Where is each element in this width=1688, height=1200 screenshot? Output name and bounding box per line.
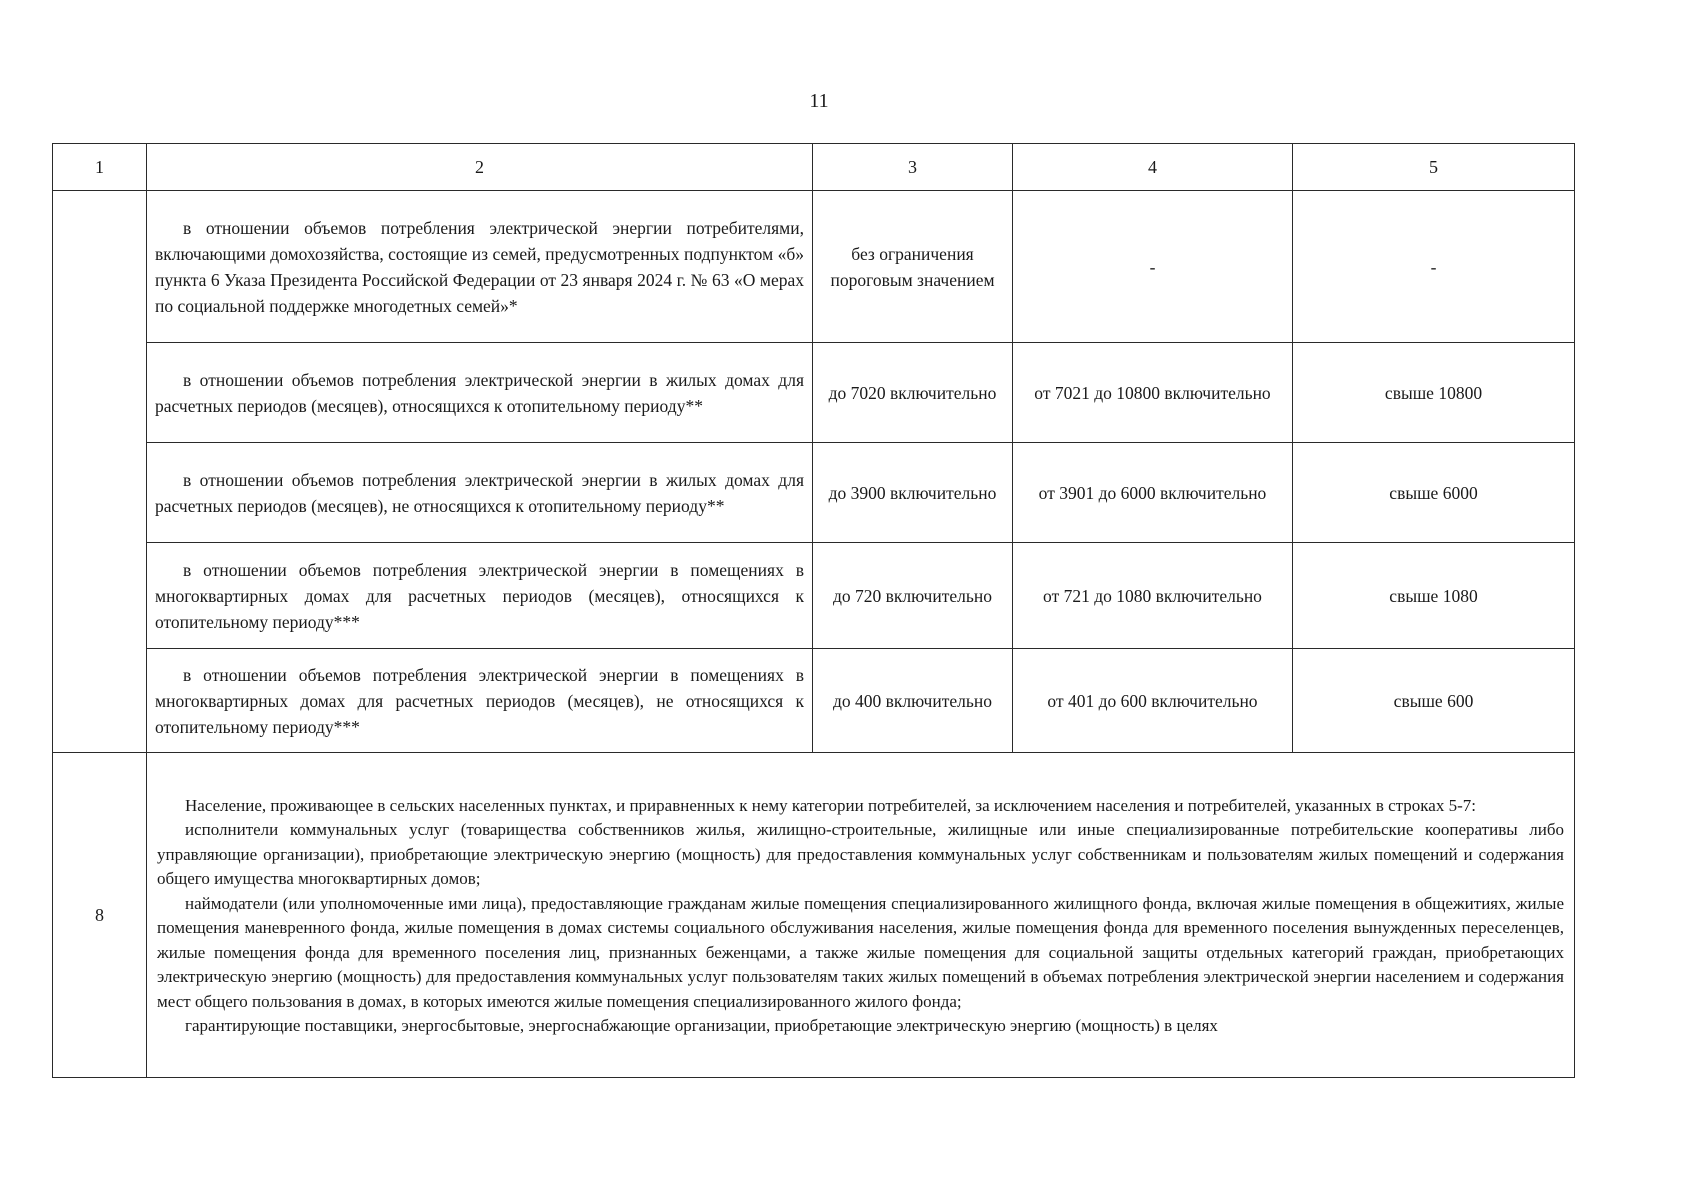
- threshold-low: без ограничения пороговым значением: [813, 191, 1013, 343]
- threshold-high: свыше 6000: [1293, 443, 1575, 543]
- row-description: [147, 649, 813, 753]
- table-row-8: [53, 753, 1575, 1078]
- threshold-low: до 7020 включительно: [813, 343, 1013, 443]
- header-col-1: 1: [53, 144, 147, 191]
- threshold-low: до 400 включительно: [813, 649, 1013, 753]
- tariff-table: [52, 143, 1575, 1078]
- row-description-text: в отношении объемов потребления электрической энергии в жилых домах для расчетных периодов (месяцев), не относящихся к отопительному периоду**: [155, 469, 804, 516]
- row-number: 8: [53, 753, 147, 1078]
- threshold-low: до 3900 включительно: [813, 443, 1013, 543]
- row-description: [147, 191, 813, 343]
- row-description: [147, 543, 813, 649]
- row-description: [147, 443, 813, 543]
- threshold-mid: от 721 до 1080 включительно: [1013, 543, 1293, 649]
- threshold-mid: -: [1013, 191, 1293, 343]
- row-description-text: в отношении объемов потребления электрической энергии в помещениях в многоквартирных домах для расчетных периодов (месяцев), относящихся к отопительному периоду***: [155, 559, 804, 632]
- row-8-paragraph: исполнители коммунальных услуг (товарищества собственников жилья, жилищно-строительные, жилищные или иные специализированные потребительские кооперативы либо управляющие организации), приобретающие электрическую энергию (мощность) для предоставления коммунальных услуг собственникам и пользователям жилых помещений и содержания общего имущества многоквартирных домов;: [157, 820, 1564, 888]
- threshold-high: -: [1293, 191, 1575, 343]
- table-row: [53, 191, 1575, 343]
- row-8-paragraph: гарантирующие поставщики, энергосбытовые, энергоснабжающие организации, приобретающие электрическую энергию (мощность) в целях: [185, 1016, 1218, 1035]
- threshold-high: свыше 600: [1293, 649, 1575, 753]
- row-description: [147, 343, 813, 443]
- row-8-description: [147, 753, 1575, 1078]
- row-description-text: в отношении объемов потребления электрической энергии в помещениях в многоквартирных домах для расчетных периодов (месяцев), не относящихся к отопительному периоду***: [155, 664, 804, 737]
- threshold-mid: от 3901 до 6000 включительно: [1013, 443, 1293, 543]
- header-col-2: 2: [147, 144, 813, 191]
- threshold-mid: от 401 до 600 включительно: [1013, 649, 1293, 753]
- threshold-high: свыше 1080: [1293, 543, 1575, 649]
- header-col-4: 4: [1013, 144, 1293, 191]
- threshold-high: свыше 10800: [1293, 343, 1575, 443]
- row-8-paragraph: Население, проживающее в сельских населенных пунктах, и приравненных к нему категории потребителей, за исключением населения и потребителей, указанных в строках 5-7:: [185, 795, 1476, 815]
- table-row: [53, 649, 1575, 753]
- row-number-cell: [53, 191, 147, 753]
- table-row: [53, 443, 1575, 543]
- header-row: [53, 144, 1575, 191]
- row-description-text: в отношении объемов потребления электрической энергии в жилых домах для расчетных периодов (месяцев), относящихся к отопительному периоду**: [155, 369, 804, 416]
- row-description-text: в отношении объемов потребления электрической энергии потребителями, включающими домохозяйства, состоящие из семей, предусмотренных подпунктом «б» пункта 6 Указа Президента Российской Федерации от 23 января 2024 г. № 63 «О мерах по социальной поддержке многодетных семей»*: [155, 217, 804, 316]
- header-col-5: 5: [1293, 144, 1575, 191]
- header-col-3: 3: [813, 144, 1013, 191]
- table-row: [53, 343, 1575, 443]
- table-row: [53, 543, 1575, 649]
- page-number: 11: [809, 90, 829, 112]
- threshold-low: до 720 включительно: [813, 543, 1013, 649]
- row-8-paragraph: наймодатели (или уполномоченные ими лица), предоставляющие гражданам жилые помещения специализированного жилищного фонда, включая жилые помещения в общежитиях, жилые помещения маневренного фонда, жилые помещения в домах системы социального обслуживания населения, жилые помещения фонда для временного поселения вынужденных переселенцев, жилые помещения фонда для временного поселения лиц, признанных беженцами, а также жилые помещения для социальной защиты отдельных категорий граждан, приобретающих электрическую энергию (мощность) для предоставления коммунальных услуг пользователям таких жилых помещений в объемах потребления электрической энергии населением и содержания мест общего пользования в домах, в которых имеются жилые помещения специализированного жилого фонда;: [157, 893, 1564, 1011]
- threshold-mid: от 7021 до 10800 включительно: [1013, 343, 1293, 443]
